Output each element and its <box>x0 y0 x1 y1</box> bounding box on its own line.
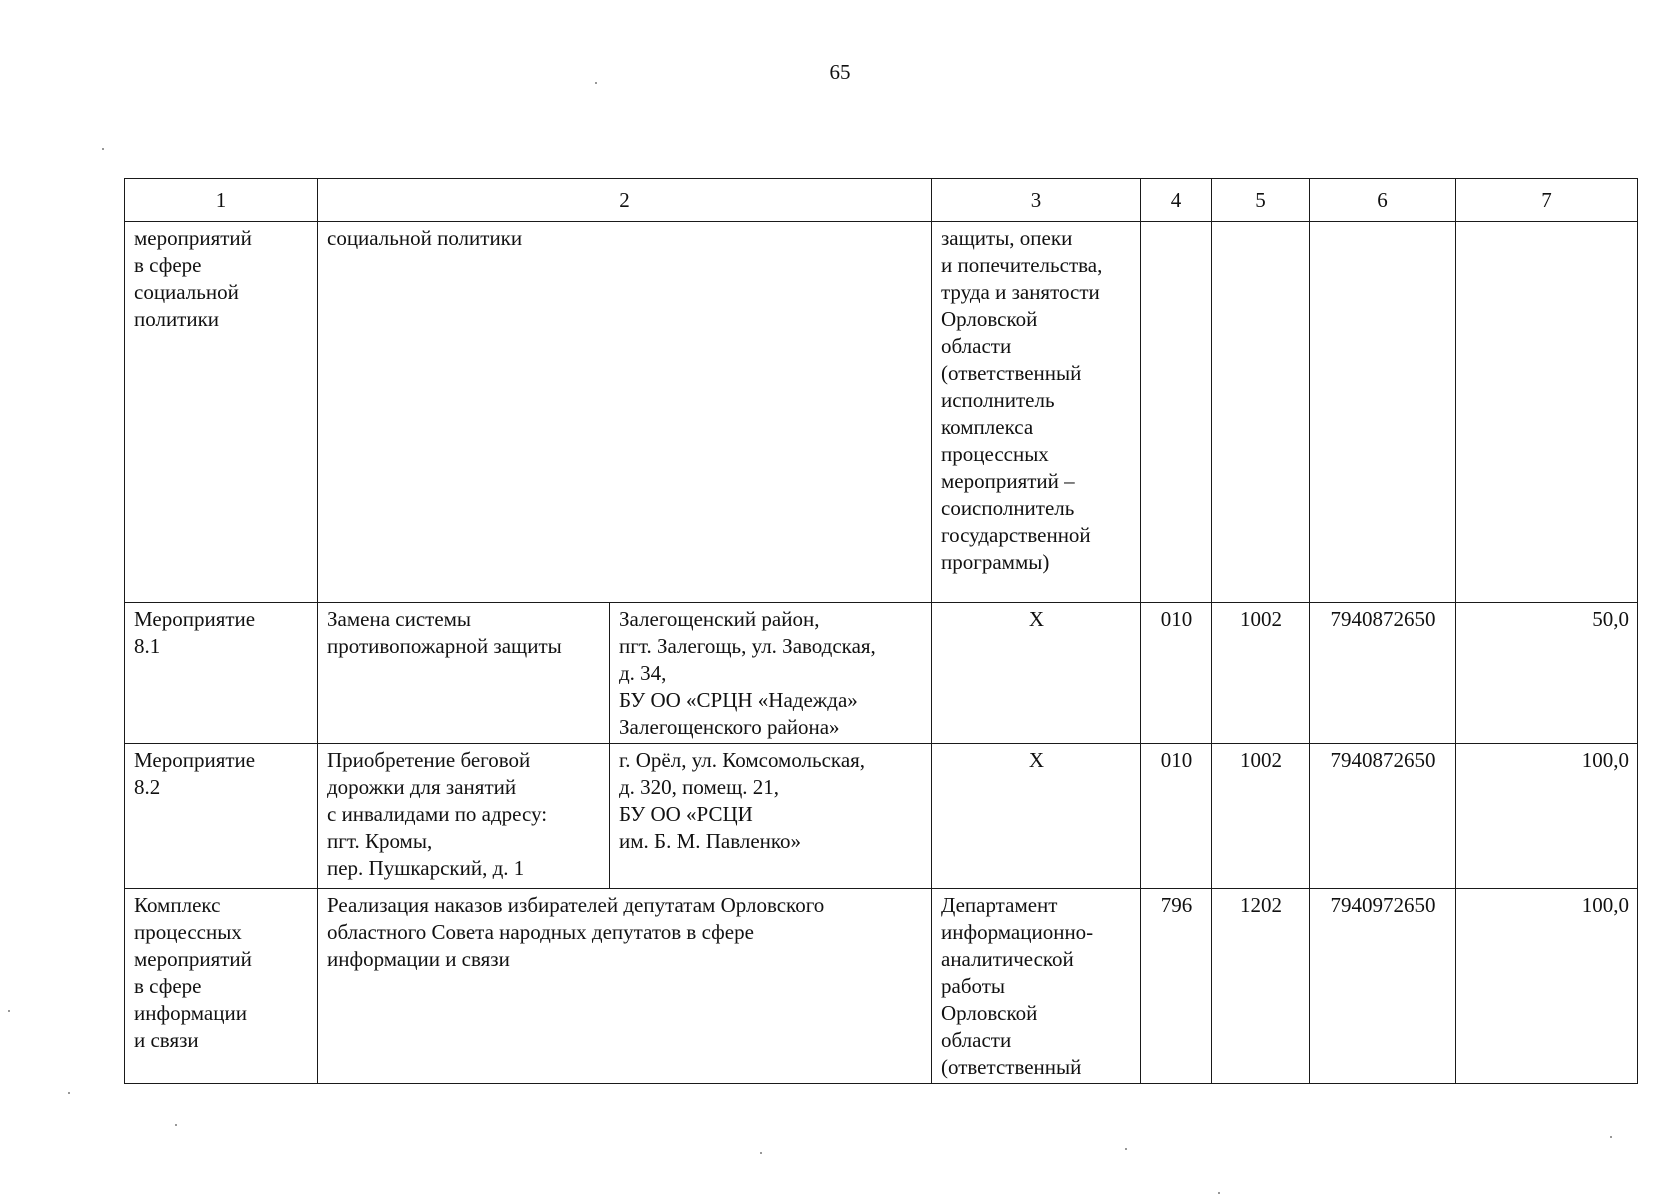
scan-speck <box>1218 1192 1220 1194</box>
cell-program-name: Комплекс процессных мероприятий в сфере информации и связи <box>125 889 318 1084</box>
cell-program-name: Мероприятие 8.2 <box>125 744 318 889</box>
table-row <box>125 603 1638 744</box>
cell-executor: X <box>932 744 1141 889</box>
budget-table <box>124 178 1638 1084</box>
column-header-1: 1 <box>125 179 318 222</box>
table-row <box>125 889 1638 1084</box>
cell-description: Реализация наказов избирателей депутатам Орловского областного Совета народных депутатов в сфере информации и связи <box>318 889 932 1084</box>
cell-target-article: 7940872650 <box>1310 744 1456 889</box>
column-header-6: 6 <box>1310 179 1456 222</box>
scan-speck <box>68 1092 70 1094</box>
cell-address: Залегощенский район, пгт. Залегощь, ул. Заводская, д. 34, БУ ОО «СРЦН «Надежда» Залегощенского района» <box>610 603 932 744</box>
cell-section-code: 1002 <box>1212 744 1310 889</box>
scan-speck <box>1610 1136 1612 1138</box>
cell-program-name: Мероприятие 8.1 <box>125 603 318 744</box>
column-header-3: 3 <box>932 179 1141 222</box>
cell-description: Замена системы противопожарной защиты <box>318 603 610 744</box>
table-row <box>125 222 1638 603</box>
table-header-row <box>125 179 1638 222</box>
scan-speck <box>175 1124 177 1126</box>
cell-target-article: 7940972650 <box>1310 889 1456 1084</box>
cell-target-article: 7940872650 <box>1310 603 1456 744</box>
cell-amount <box>1456 222 1638 603</box>
cell-target-article <box>1310 222 1456 603</box>
page-number: 65 <box>829 60 851 84</box>
cell-section-code <box>1212 222 1310 603</box>
cell-address: г. Орёл, ул. Комсомольская, д. 320, помещ. 21, БУ ОО «РСЦИ им. Б. М. Павленко» <box>610 744 932 889</box>
scan-speck <box>8 1010 10 1012</box>
cell-executor: X <box>932 603 1141 744</box>
cell-amount: 100,0 <box>1456 744 1638 889</box>
scan-speck <box>595 82 597 84</box>
table-row <box>125 744 1638 889</box>
scan-speck <box>1125 1148 1127 1150</box>
cell-executor: Департамент информационно- аналитической работы Орловской области (ответственный <box>932 889 1141 1084</box>
column-header-2: 2 <box>318 179 932 222</box>
cell-executor: защиты, опеки и попечительства, труда и занятости Орловской области (ответственный исполнитель комплекса процессных мероприятий – соисполнитель государственной программы) <box>932 222 1141 603</box>
cell-amount: 100,0 <box>1456 889 1638 1084</box>
cell-grbs-code: 796 <box>1141 889 1212 1084</box>
scan-speck <box>760 1152 762 1154</box>
column-header-5: 5 <box>1212 179 1310 222</box>
cell-section-code: 1002 <box>1212 603 1310 744</box>
cell-grbs-code: 010 <box>1141 603 1212 744</box>
column-header-7: 7 <box>1456 179 1638 222</box>
cell-section-code: 1202 <box>1212 889 1310 1084</box>
cell-grbs-code <box>1141 222 1212 603</box>
cell-grbs-code: 010 <box>1141 744 1212 889</box>
cell-description: Приобретение беговой дорожки для занятий с инвалидами по адресу: пгт. Кромы, пер. Пушкарский, д. 1 <box>318 744 610 889</box>
cell-amount: 50,0 <box>1456 603 1638 744</box>
scan-speck <box>102 148 104 150</box>
column-header-4: 4 <box>1141 179 1212 222</box>
cell-description: социальной политики <box>318 222 932 603</box>
cell-program-name: мероприятий в сфере социальной политики <box>125 222 318 603</box>
